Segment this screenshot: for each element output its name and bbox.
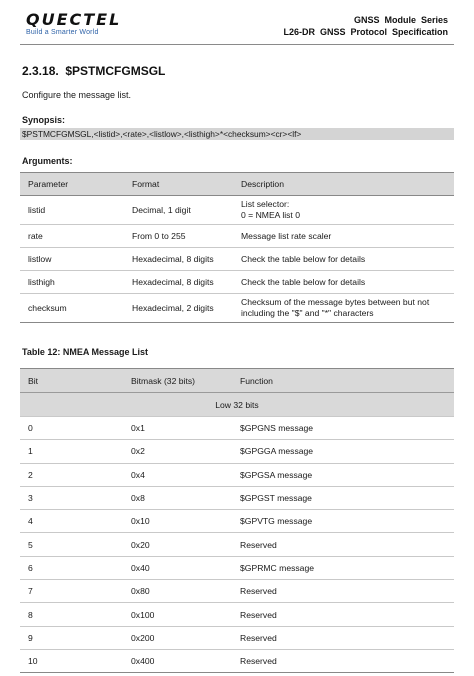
function-cell: Reserved xyxy=(232,580,454,603)
brand-tagline: Build a Smarter World xyxy=(26,29,99,36)
table-row xyxy=(20,486,454,509)
param-cell: listhigh xyxy=(20,271,124,294)
mask-cell: 0x2 xyxy=(123,440,232,463)
bit-cell: 1 xyxy=(20,440,123,463)
series-title: GNSS Module Series xyxy=(353,15,448,25)
format-cell: Hexadecimal, 8 digits xyxy=(124,248,233,271)
table-row xyxy=(20,196,454,225)
column-header: Format xyxy=(124,173,233,196)
table-row xyxy=(20,649,454,672)
function-cell: Reserved xyxy=(232,533,454,556)
param-cell: rate xyxy=(20,225,124,248)
table-row xyxy=(20,533,454,556)
bit-cell: 2 xyxy=(20,463,123,486)
param-cell: listlow xyxy=(20,248,124,271)
page-header xyxy=(0,0,474,44)
document-title: L26-DR GNSS Protocol Specification xyxy=(283,27,448,37)
bit-cell: 3 xyxy=(20,486,123,509)
description-line: including the "$" and "*" characters xyxy=(241,308,374,318)
table-row xyxy=(20,271,454,294)
table-row xyxy=(20,294,454,323)
mask-cell: 0x4 xyxy=(123,463,232,486)
section-description: Configure the message list. xyxy=(22,90,132,100)
description-line: List selector: xyxy=(241,199,290,209)
table-row xyxy=(20,580,454,603)
table-row xyxy=(20,510,454,533)
mask-cell: 0x10 xyxy=(123,510,232,533)
description-cell xyxy=(233,196,454,225)
synopsis-label: Synopsis: xyxy=(22,115,66,125)
mask-cell: 0x100 xyxy=(123,603,232,626)
description-line: 0 = NMEA list 0 xyxy=(241,210,300,220)
brand-wordmark: QUECTEL xyxy=(26,10,122,29)
table-row xyxy=(20,603,454,626)
column-header: Bit xyxy=(20,369,123,393)
table-row xyxy=(20,440,454,463)
table-row xyxy=(20,626,454,649)
mask-cell: 0x200 xyxy=(123,626,232,649)
document-header-titles xyxy=(283,14,448,38)
mask-cell: 0x20 xyxy=(123,533,232,556)
function-cell: Reserved xyxy=(232,626,454,649)
bit-cell: 6 xyxy=(20,556,123,579)
mask-cell: 0x80 xyxy=(123,580,232,603)
table-header-row xyxy=(20,369,454,393)
format-cell: Hexadecimal, 2 digits xyxy=(124,294,233,323)
function-cell: Reserved xyxy=(232,603,454,626)
bit-cell: 0 xyxy=(20,417,123,440)
mask-cell: 0x1 xyxy=(123,417,232,440)
table-caption: Table 12: NMEA Message List xyxy=(22,347,149,357)
mask-cell: 0x8 xyxy=(123,486,232,509)
bit-cell: 8 xyxy=(20,603,123,626)
bit-cell: 4 xyxy=(20,510,123,533)
function-cell: $GPRMC message xyxy=(232,556,454,579)
table-row xyxy=(20,463,454,486)
table-row xyxy=(20,248,454,271)
table-row xyxy=(20,556,454,579)
quectel-logo xyxy=(26,12,121,36)
format-cell: Decimal, 1 digit xyxy=(124,196,233,225)
mask-cell: 0x400 xyxy=(123,649,232,672)
function-cell: $GPVTG message xyxy=(232,510,454,533)
table-header-row xyxy=(20,173,454,196)
column-header: Description xyxy=(233,173,454,196)
bit-cell: 5 xyxy=(20,533,123,556)
function-cell: $GPGSA message xyxy=(232,463,454,486)
bit-cell: 10 xyxy=(20,649,123,672)
description-cell xyxy=(233,294,454,323)
function-cell: $GPGST message xyxy=(232,486,454,509)
column-header: Bitmask (32 bits) xyxy=(123,369,232,393)
header-divider xyxy=(20,44,454,45)
nmea-message-table xyxy=(20,368,454,673)
param-cell: checksum xyxy=(20,294,124,323)
param-cell: listid xyxy=(20,196,124,225)
function-cell: $GPGNS message xyxy=(232,417,454,440)
format-cell: From 0 to 255 xyxy=(124,225,233,248)
table-group-row xyxy=(20,393,454,417)
table-row xyxy=(20,225,454,248)
description-cell: Check the table below for details xyxy=(233,248,454,271)
group-label: Low 32 bits xyxy=(20,393,454,417)
bit-cell: 9 xyxy=(20,626,123,649)
section-title: 2.3.18. $PSTMCFGMSGL xyxy=(22,64,166,78)
arguments-table xyxy=(20,172,454,323)
bit-cell: 7 xyxy=(20,580,123,603)
description-cell: Message list rate scaler xyxy=(233,225,454,248)
synopsis-code: $PSTMCFGMSGL,<listid>,<rate>,<listlow>,<listhigh>*<checksum><cr><lf> xyxy=(20,128,454,140)
function-cell: Reserved xyxy=(232,649,454,672)
column-header: Function xyxy=(232,369,454,393)
table-row xyxy=(20,417,454,440)
column-header: Parameter xyxy=(20,173,124,196)
description-cell: Check the table below for details xyxy=(233,271,454,294)
arguments-label: Arguments: xyxy=(22,156,73,166)
description-line: Checksum of the message bytes between but not xyxy=(241,297,430,307)
function-cell: $GPGGA message xyxy=(232,440,454,463)
mask-cell: 0x40 xyxy=(123,556,232,579)
format-cell: Hexadecimal, 8 digits xyxy=(124,271,233,294)
